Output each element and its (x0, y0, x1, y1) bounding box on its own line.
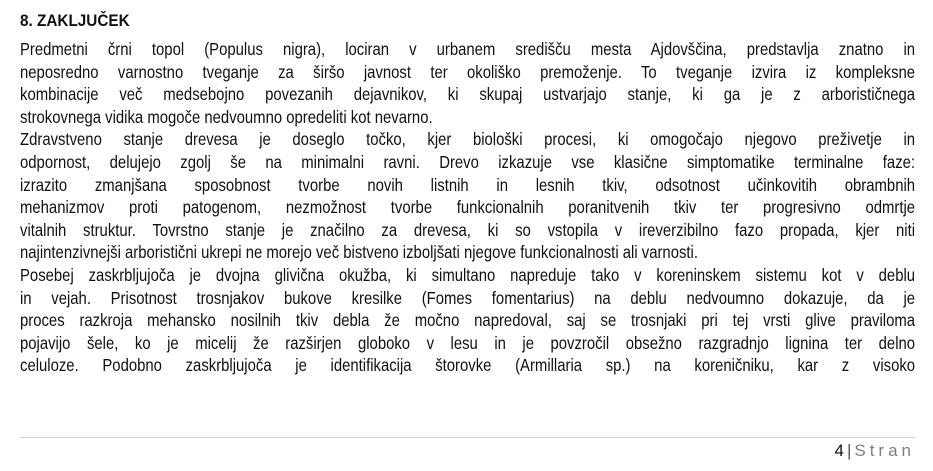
text-line: neposredno varnostno tveganje za širšo javnost ter okoliško premoženje. To tveganje izvira iz kompleksne (20, 61, 916, 82)
text-line: proces razkroja mehansko nosilnih tkiv debla že močno napredoval, saj se trosnjaki pri tej vrsti glive praviloma (20, 310, 916, 331)
page-number: 4 (834, 441, 844, 460)
footer-divider (20, 437, 915, 438)
text-line: mehanizmov proti patogenom, nezmožnost tvorbe funkcionalnih poranitvenih tkiv ter progresivno odmrtje (20, 197, 916, 218)
text-line: najintenzivnejši arboristični ukrepi ne morejo več bistveno izboljšati njegove funkcionalnosti ali varnosti. (20, 242, 698, 263)
text-line: strokovnega vidika mogoče nedvoumno opredeliti kot nevarno. (20, 106, 433, 127)
section-heading: 8. ZAKLJUČEK (20, 11, 130, 30)
text-line: pojavijo šele, ko je micelij že razširjen globoko v lesu in je povzročil obsežno razgradnjo lignina ter delno (20, 332, 916, 353)
text-line: kombinacije več medsebojno povezanih dejavnikov, ki skupaj ustvarjajo stanje, ki ga je z arborističnega (20, 84, 916, 105)
page-label: Stran (854, 441, 915, 460)
text-line: odpornost, delujejo zgolj še na minimalni ravni. Drevo izkazuje vse klasične simptomatike terminalne faze: (20, 151, 916, 172)
page-footer (834, 441, 915, 461)
text-line: Predmetni črni topol (Populus nigra), lociran v urbanem središču mesta Ajdovščina, predstavlja znatno in (20, 39, 916, 59)
document-body (20, 38, 933, 377)
text-line: in vejah. Prisotnost trosnjakov bukove kresilke (Fomes fomentarius) na deblu nedvoumno dokazuje, da je (20, 287, 916, 308)
text-line: izrazito zmanjšana sposobnost tvorbe novih listnih in lesnih tkiv, odsotnost učinkovitih obrambnih (20, 174, 916, 195)
footer-separator: | (846, 441, 852, 460)
text-line: Posebej zaskrbljujoča je dvojna glivična okužba, ki simultano napreduje tako v koreninskem sistemu kot v deblu (20, 264, 916, 285)
text-line: Zdravstveno stanje drevesa je doseglo točko, kjer biološki procesi, ki omogočajo njegovo preživetje in (20, 129, 916, 150)
text-line: celuloze. Podobno zaskrbljujoča je identifikacija štorovke (Armillaria sp.) na koreničniku, kar z visoko (20, 355, 916, 376)
text-line: vitalnih struktur. Tovrstno stanje je značilno za drevesa, ki so vstopila v ireverzibilno fazo propada, kjer niti (20, 219, 916, 240)
